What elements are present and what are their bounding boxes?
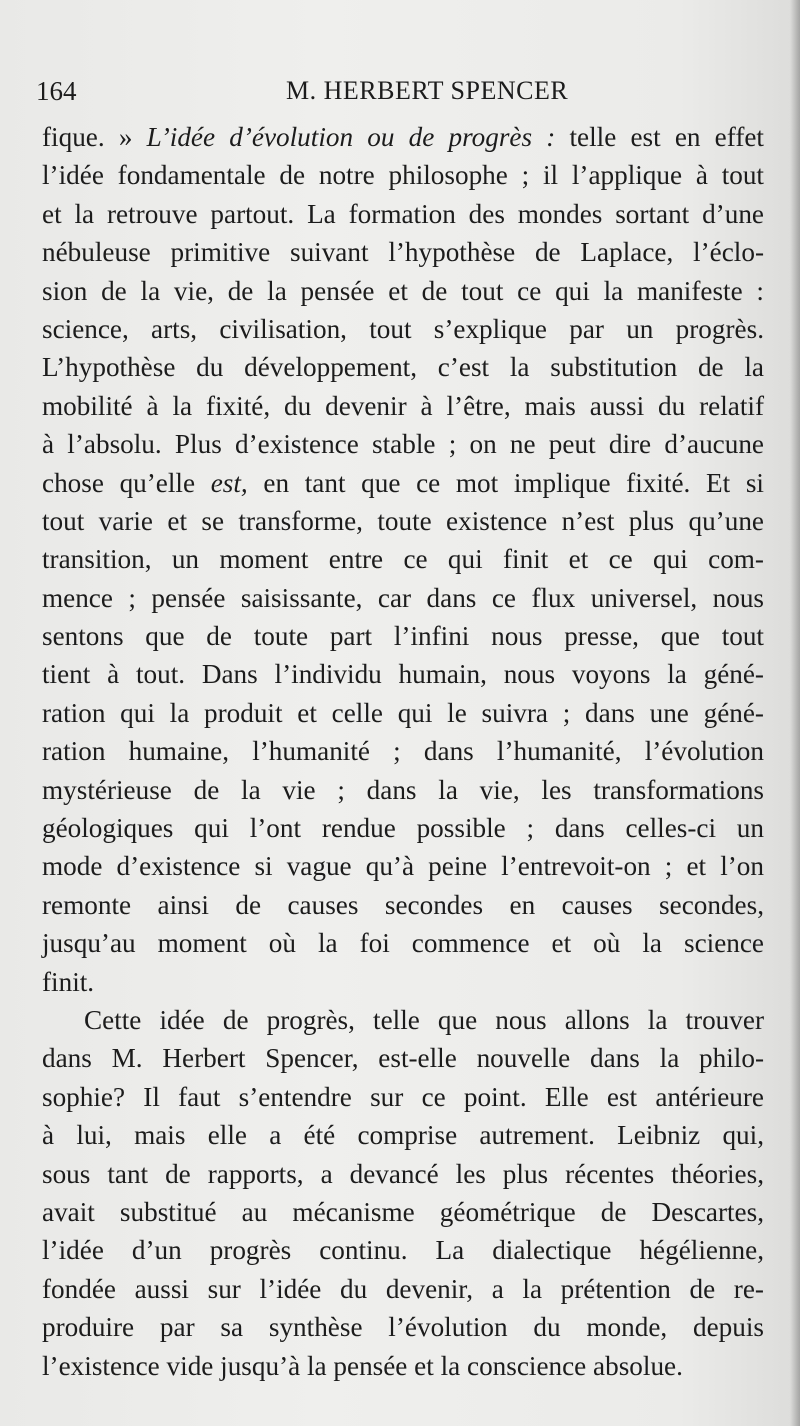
text-line: transition, un moment entre ce qui finit et ce qui com- [42,544,764,575]
text-line: sous tant de rapports, a devancé les plus récentes théories, [42,1158,764,1189]
text-line: fondée aussi sur l’idée du devenir, a la prétention de re- [42,1273,764,1304]
text-segment: telle est en effet [555,122,764,152]
text-line: l’idée fondamentale de notre philosophe ; il l’applique à tout [42,160,764,191]
paragraph-2 [42,1001,764,1385]
paragraph-1 [42,118,764,1001]
running-head: M. HERBERT SPENCER [286,76,569,105]
text-line: mence ; pensée saisissante, car dans ce flux universel, nous [42,582,764,613]
text-line: jusqu’au moment où la foi commence et où la science [42,928,764,959]
page-number: 164 [36,76,77,106]
text-line: remonte ainsi de causes secondes en causes secondes, [42,889,764,920]
text-line [42,118,764,156]
text-line: L’hypothèse du développement, c’est la substitution de la [42,352,764,383]
page-header [36,76,766,110]
text-line: mode d’existence si vague qu’à peine l’entrevoit-on ; et l’on [42,851,764,882]
italic-segment: est, [210,467,248,498]
text-line: dans M. Herbert Spencer, est-elle nouvelle dans la philo- [42,1043,764,1074]
text-line: mobilité à la fixité, du devenir à l’être, mais aussi du relatif [42,390,764,421]
text-line: et la retrouve partout. La formation des mondes sortant d’une [42,198,764,229]
text-line: science, arts, civilisation, tout s’explique par un progrès. [42,313,764,344]
text-line: avait substitué au mécanisme géométrique de Descartes, [42,1196,764,1227]
text-line: mystérieuse de la vie ; dans la vie, les transformations [42,774,764,805]
text-segment: chose qu’elle [42,467,211,498]
text-line: finit. [42,966,95,997]
text-segment: fique. » [42,122,147,152]
text-line: tient à tout. Dans l’individu humain, nous voyons la géné- [42,659,764,690]
italic-segment: L’idée d’évolution ou de progrès : [146,122,556,152]
text-line: ration humaine, l’humanité ; dans l’humanité, l’évolution [42,736,764,767]
text-line: sophie? Il faut s’entendre sur ce point. Elle est antérieure [42,1081,764,1112]
text-line: produire par sa synthèse l’évolution du monde, depuis [42,1312,764,1343]
text-line: sentons que de toute part l’infini nous presse, que tout [42,621,764,652]
text-line: à l’absolu. Plus d’existence stable ; on ne peut dire d’aucune [42,429,764,460]
text-line: tout varie et se transforme, toute existence n’est plus qu’une [42,505,764,536]
text-line: l’idée d’un progrès continu. La dialectique hégélienne, [42,1235,764,1266]
page-edge-shadow [790,0,800,1426]
text-line: sion de la vie, de la pensée et de tout ce qui la manifeste : [42,275,764,306]
text-line: géologiques qui l’ont rendue possible ; dans celles-ci un [42,813,764,844]
text-line: l’existence vide jusqu’à la pensée et la conscience absolue. [42,1350,683,1381]
text-line: nébuleuse primitive suivant l’hypothèse de Laplace, l’éclo- [42,237,764,268]
text-line: à lui, mais elle a été comprise autrement. Leibniz qui, [42,1120,764,1151]
text-line [42,464,764,502]
body-text [42,118,764,1385]
text-line: ration qui la produit et celle qui le suivra ; dans une géné- [42,697,764,728]
text-line: Cette idée de progrès, telle que nous allons la trouver [84,1004,764,1035]
text-segment: en tant que ce mot implique fixité. Et si [247,467,764,498]
